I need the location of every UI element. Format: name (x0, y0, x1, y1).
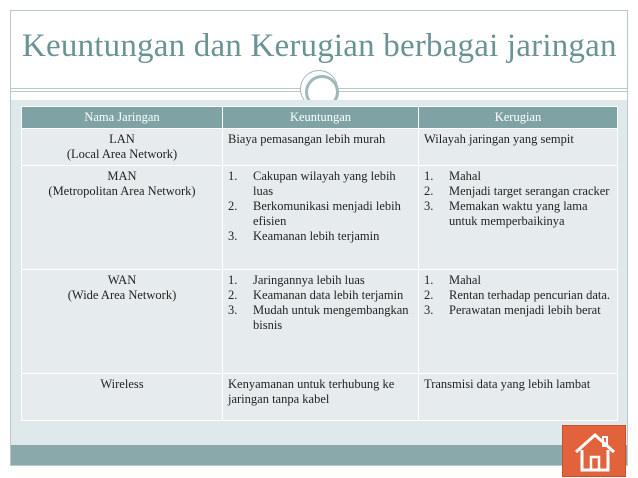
advantage-text: Biaya pemasangan lebih murah (228, 132, 386, 146)
network-name: Wireless (100, 377, 144, 391)
disadvantage-text: Wilayah jaringan yang sempit (424, 132, 574, 146)
disadvantage-text: Transmisi data yang lebih lambat (424, 377, 591, 391)
table-row-man (22, 166, 618, 270)
network-comparison-table (21, 106, 618, 421)
table-header-row (22, 107, 618, 129)
table-row-wireless (22, 374, 618, 421)
network-full-name: (Metropolitan Area Network) (48, 184, 196, 198)
list-item: 1. Jaringannya lebih luas (228, 273, 365, 287)
list-item: 2. Rentan terhadap pencurian data. (424, 288, 611, 302)
disadvantages-list (424, 273, 612, 318)
list-item: 2. Berkomunikasi menjadi lebih efisien (228, 199, 401, 228)
list-item: 3. Memakan waktu yang lama untuk memperbaikinya (424, 199, 588, 228)
list-item: 2. Menjadi target serangan cracker (424, 184, 610, 198)
disadvantages-cell (419, 270, 618, 374)
advantages-cell (223, 270, 419, 374)
home-icon (573, 430, 617, 474)
disadvantages-cell (419, 166, 618, 270)
network-full-name: (Local Area Network) (66, 147, 178, 161)
network-name: MAN (107, 169, 137, 183)
disadvantages-cell (419, 129, 618, 166)
list-item: 3. Mudah untuk mengembangkan bisnis (228, 303, 409, 332)
advantage-text: Kenyamanan untuk terhubung ke jaringan tanpa kabel (228, 377, 395, 406)
network-name: LAN (109, 132, 135, 146)
list-item: 1. Mahal (424, 273, 481, 287)
header-advantages: Keuntungan (223, 107, 419, 129)
network-name: WAN (107, 273, 137, 287)
header-disadvantages: Kerugian (419, 107, 618, 129)
footer-bar (11, 445, 627, 465)
advantages-cell (223, 166, 419, 270)
list-item: 1. Cakupan wilayah yang lebih luas (228, 169, 396, 198)
list-item: 1. Mahal (424, 169, 481, 183)
advantages-list (228, 273, 413, 333)
network-name-cell (22, 129, 223, 166)
network-full-name: (Wide Area Network) (67, 288, 177, 302)
table-row-wan (22, 270, 618, 374)
header-network-name: Nama Jaringan (22, 107, 223, 129)
network-name-cell (22, 270, 223, 374)
network-name-cell (22, 166, 223, 270)
list-item: 3. Perawatan menjadi lebih berat (424, 303, 601, 317)
slide-title: Keuntungan dan Kerugian berbagai jaringan (22, 28, 617, 64)
advantages-cell (223, 374, 419, 421)
list-item: 3. Keamanan lebih terjamin (228, 229, 380, 243)
disadvantages-cell (419, 374, 618, 421)
network-name-cell (22, 374, 223, 421)
disadvantages-list (424, 169, 612, 229)
table-row-lan (22, 129, 618, 166)
home-button[interactable] (562, 425, 626, 477)
advantages-list (228, 169, 413, 244)
list-item: 2. Keamanan data lebih terjamin (228, 288, 404, 302)
advantages-cell (223, 129, 419, 166)
